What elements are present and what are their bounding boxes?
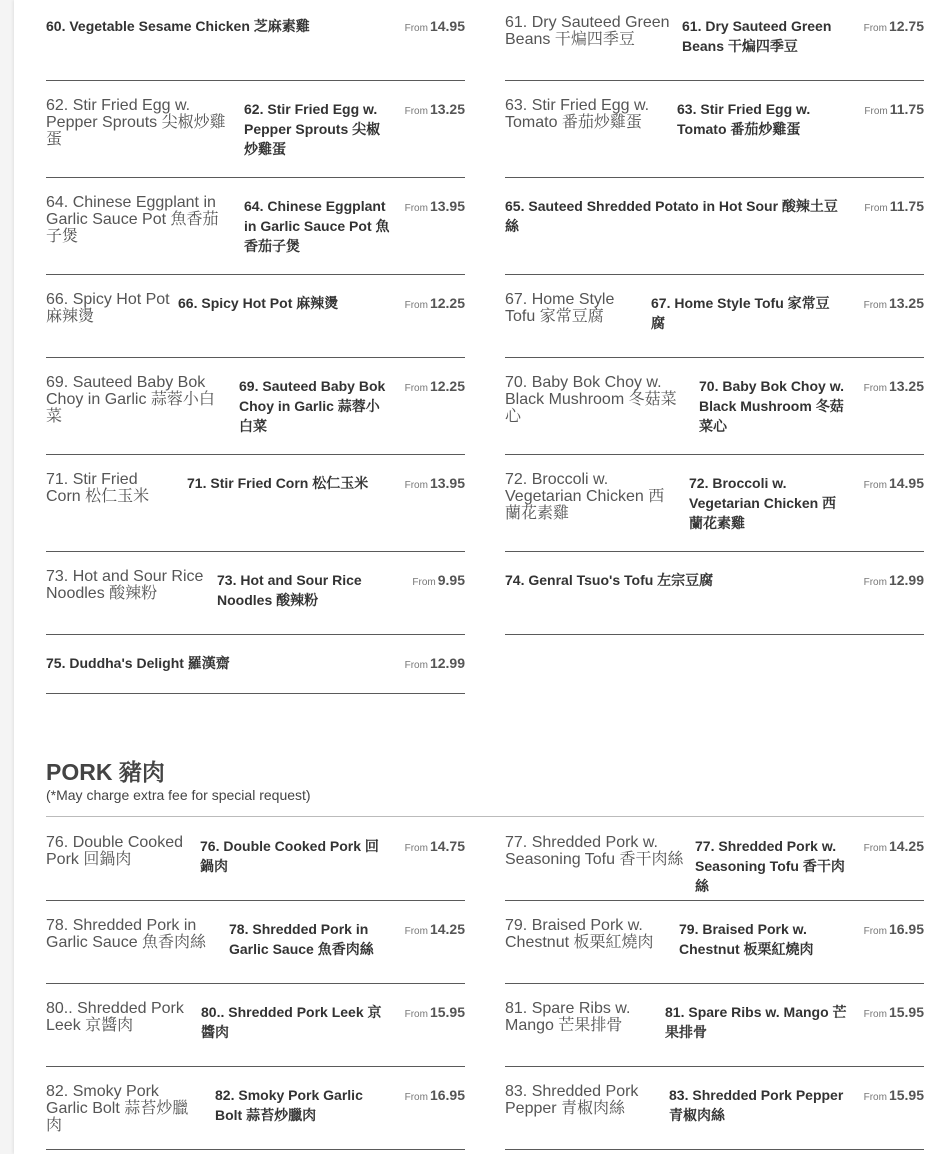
item-price: From 16.95 (404, 1087, 465, 1103)
dish-image[interactable]: 72. Broccoli w. Vegetarian Chicken 西蘭花素雞 (505, 471, 665, 522)
item-price: From 12.99 (404, 655, 465, 671)
item-name: 80.. Shredded Pork Leek 京醬肉 (201, 1004, 382, 1040)
dish-image[interactable]: 81. Spare Ribs w. Mango 芒果排骨 (505, 1000, 631, 1034)
dish-image[interactable]: 76. Double Cooked Pork 回鍋肉 (46, 834, 183, 868)
item-name: 78. Shredded Pork in Garlic Sauce 魚香肉絲 (229, 921, 374, 957)
item-price: From 14.95 (404, 18, 465, 34)
dish-image[interactable]: 67. Home Style Tofu 家常豆腐 (505, 291, 615, 325)
item-price: From 12.99 (863, 572, 924, 588)
item-name: 75. Duddha's Delight 羅漢齋 (46, 655, 230, 671)
item-price: From 16.95 (863, 921, 924, 937)
menu-item[interactable] (46, 374, 465, 455)
menu-item[interactable] (505, 568, 924, 635)
item-name: 81. Spare Ribs w. Mango 芒果排骨 (665, 1004, 847, 1040)
dish-image[interactable]: 66. Spicy Hot Pot 麻辣燙 (46, 291, 170, 325)
dish-image[interactable]: 71. Stir Fried Corn 松仁玉米 (46, 471, 150, 505)
section-divider (46, 816, 924, 817)
menu-item[interactable] (505, 1000, 924, 1067)
item-price: From 12.75 (863, 18, 924, 34)
item-name: 74. Genral Tsuo's Tofu 左宗豆腐 (505, 572, 714, 588)
item-price: From 13.25 (863, 295, 924, 311)
dish-image[interactable]: 62. Stir Fried Egg w. Pepper Sprouts 尖椒炒雞蛋 (46, 97, 226, 148)
item-price: From 14.25 (404, 921, 465, 937)
item-name: 72. Broccoli w. Vegetarian Chicken 西蘭花素雞 (689, 475, 837, 531)
dish-image[interactable]: 83. Shredded Pork Pepper 青椒肉絲 (505, 1083, 639, 1117)
item-name: 76. Double Cooked Pork 回鍋肉 (200, 838, 379, 874)
menu-item[interactable] (46, 194, 465, 275)
menu-item[interactable] (46, 471, 465, 552)
item-price: From 11.75 (864, 198, 924, 214)
item-name: 63. Stir Fried Egg w. Tomato 番茄炒雞蛋 (677, 101, 811, 137)
item-name: 64. Chinese Eggplant in Garlic Sauce Pot 魚香茄子煲 (244, 198, 390, 254)
item-name: 71. Stir Fried Corn 松仁玉米 (187, 475, 369, 491)
menu-item[interactable] (46, 568, 465, 635)
item-price: From 12.25 (404, 295, 465, 311)
menu-item[interactable] (46, 917, 465, 984)
menu-item[interactable] (505, 1083, 924, 1150)
item-price: From 14.75 (404, 838, 465, 854)
dish-image[interactable]: 78. Shredded Pork in Garlic Sauce 魚香肉絲 (46, 917, 207, 951)
item-price: From 13.25 (404, 101, 465, 117)
dish-image[interactable]: 64. Chinese Eggplant in Garlic Sauce Pot 魚香茄子煲 (46, 194, 219, 245)
item-name: 77. Shredded Pork w. Seasoning Tofu 香干肉絲 (695, 838, 845, 894)
dish-image[interactable]: 70. Baby Bok Choy w. Black Mushroom 冬菇菜心 (505, 374, 677, 425)
item-price: From 15.95 (863, 1004, 924, 1020)
dish-image[interactable]: 80.. Shredded Pork Leek 京醬肉 (46, 1000, 184, 1034)
item-name: 79. Braised Pork w. Chestnut 板栗紅燒肉 (679, 921, 814, 957)
menu-item[interactable] (505, 97, 924, 178)
item-name: 73. Hot and Sour Rice Noodles 酸辣粉 (217, 572, 362, 608)
dish-image[interactable]: 69. Sauteed Baby Bok Choy in Garlic 蒜蓉小白菜 (46, 374, 215, 425)
section-title: PORK 豬肉 (46, 759, 165, 785)
menu-item[interactable] (46, 834, 465, 901)
item-price: From 13.95 (404, 475, 465, 491)
menu-item[interactable] (505, 834, 924, 901)
menu-item[interactable] (46, 291, 465, 358)
item-price: From 12.25 (404, 378, 465, 394)
item-name: 83. Shredded Pork Pepper 青椒肉絲 (669, 1087, 844, 1123)
dish-image[interactable]: 73. Hot and Sour Rice Noodles 酸辣粉 (46, 568, 204, 602)
dish-image[interactable]: 63. Stir Fried Egg w. Tomato 番茄炒雞蛋 (505, 97, 650, 131)
item-name: 69. Sauteed Baby Bok Choy in Garlic 蒜蓉小白菜 (239, 378, 386, 434)
item-price: From 15.95 (404, 1004, 465, 1020)
dish-image[interactable]: 79. Braised Pork w. Chestnut 板栗紅燒肉 (505, 917, 654, 951)
item-name: 70. Baby Bok Choy w. Black Mushroom 冬菇菜心 (699, 378, 844, 434)
dish-image[interactable]: 61. Dry Sauteed Green Beans 干煸四季豆 (505, 14, 670, 48)
item-name: 60. Vegetable Sesame Chicken 芝麻素雞 (46, 18, 310, 34)
item-price: From 11.75 (864, 101, 924, 117)
item-name: 61. Dry Sauteed Green Beans 干煸四季豆 (682, 18, 832, 54)
menu-item[interactable] (505, 471, 924, 552)
item-name: 62. Stir Fried Egg w. Pepper Sprouts 尖椒炒雞蛋 (244, 101, 381, 157)
item-name: 82. Smoky Pork Garlic Bolt 蒜苔炒臘肉 (215, 1087, 363, 1123)
menu-item[interactable] (505, 374, 924, 455)
dish-image[interactable]: 82. Smoky Pork Garlic Bolt 蒜苔炒臘肉 (46, 1083, 189, 1134)
menu-item[interactable] (46, 1000, 465, 1067)
item-name: 66. Spicy Hot Pot 麻辣燙 (178, 295, 339, 311)
item-price: From 9.95 (412, 572, 465, 588)
item-price: From 14.25 (863, 838, 924, 854)
menu-item[interactable] (505, 194, 924, 275)
menu-item[interactable] (505, 291, 924, 358)
item-price: From 15.95 (863, 1087, 924, 1103)
section-note: (*May charge extra fee for special request) (46, 787, 311, 803)
item-price: From 14.95 (863, 475, 924, 491)
item-price: From 13.25 (863, 378, 924, 394)
menu-item[interactable] (46, 651, 465, 694)
item-name: 65. Sauteed Shredded Potato in Hot Sour 酸辣土豆絲 (505, 198, 838, 234)
menu-item[interactable] (46, 97, 465, 178)
menu-item[interactable] (46, 1083, 465, 1150)
menu-item[interactable] (46, 14, 465, 81)
menu-item[interactable] (505, 917, 924, 984)
item-name: 67. Home Style Tofu 家常豆腐 (651, 295, 830, 331)
dish-image[interactable]: 77. Shredded Pork w. Seasoning Tofu 香干肉絲 (505, 834, 684, 868)
item-price: From 13.95 (404, 198, 465, 214)
menu-item[interactable] (505, 14, 924, 81)
